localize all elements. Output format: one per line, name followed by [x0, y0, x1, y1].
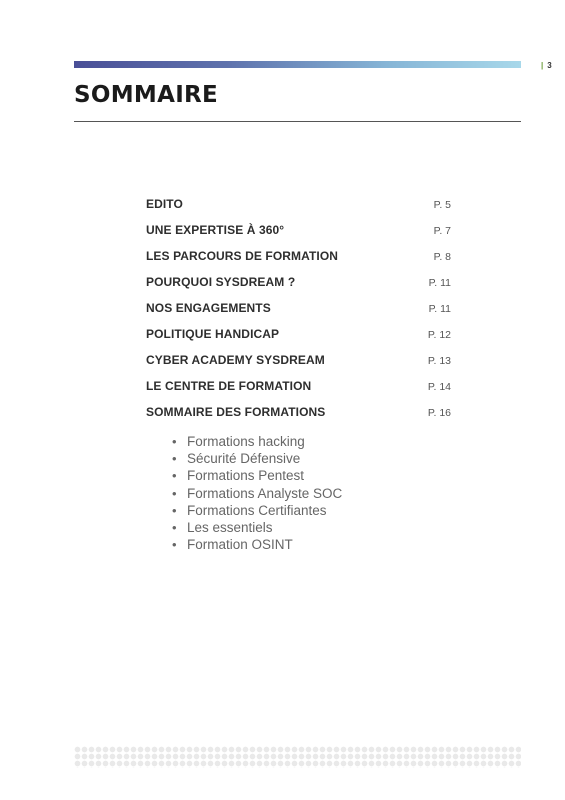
toc-entry-label: LES PARCOURS DE FORMATION	[146, 249, 339, 263]
list-item[interactable]	[172, 433, 342, 450]
toc-entry-label: NOS ENGAGEMENTS	[146, 301, 271, 315]
bullet-icon: •	[172, 520, 177, 536]
list-item-label: Formation OSINT	[187, 537, 293, 553]
title-divider	[74, 121, 521, 122]
list-item-label: Formations Certifiantes	[187, 502, 327, 518]
toc-entry-page: P. 14	[427, 381, 451, 393]
footer-dot-pattern	[74, 746, 521, 768]
bullet-icon: •	[172, 468, 177, 484]
list-item[interactable]	[172, 450, 342, 467]
list-item[interactable]	[172, 502, 342, 519]
toc-entry-engagements[interactable]	[146, 301, 451, 327]
list-item-label: Formations hacking	[187, 434, 305, 450]
page-number	[541, 61, 552, 70]
toc-entry-page: P. 13	[427, 355, 451, 367]
list-item[interactable]	[172, 467, 342, 484]
list-item[interactable]	[172, 485, 342, 502]
bullet-icon: •	[172, 434, 177, 450]
bullet-icon: •	[172, 502, 177, 518]
toc-entry-sommaire-formations[interactable]	[146, 405, 451, 431]
bullet-icon: •	[172, 451, 177, 467]
toc-entry-pourquoi[interactable]	[146, 275, 451, 301]
page-number-separator: |	[541, 61, 544, 70]
toc-entry-label: EDITO	[146, 197, 183, 211]
table-of-contents	[146, 197, 451, 431]
page-number-value: 3	[547, 61, 552, 70]
toc-entry-page: P. 11	[428, 277, 451, 289]
toc-entry-label: POURQUOI SYSDREAM ?	[146, 275, 296, 289]
toc-entry-page: P. 16	[427, 407, 451, 419]
toc-entry-handicap[interactable]	[146, 327, 451, 353]
toc-entry-parcours[interactable]	[146, 249, 451, 275]
list-item-label: Sécurité Défensive	[187, 451, 301, 467]
list-item-label: Formations Analyste SOC	[187, 485, 343, 501]
toc-entry-cyber-academy[interactable]	[146, 353, 451, 379]
toc-entry-edito[interactable]	[146, 197, 451, 223]
list-item-label: Les essentiels	[187, 520, 273, 536]
header-gradient-bar	[74, 61, 521, 68]
page-title: SOMMAIRE	[74, 82, 219, 108]
formations-list	[172, 433, 342, 553]
toc-entry-page: P. 8	[433, 251, 451, 263]
bullet-icon: •	[172, 537, 177, 553]
toc-entry-page: P. 7	[433, 225, 451, 237]
toc-entry-centre[interactable]	[146, 379, 451, 405]
list-item[interactable]	[172, 536, 342, 553]
toc-entry-page: P. 11	[428, 303, 451, 315]
list-item[interactable]	[172, 519, 342, 536]
toc-entry-label: POLITIQUE HANDICAP	[146, 327, 280, 341]
toc-entry-label: LE CENTRE DE FORMATION	[146, 379, 312, 393]
toc-entry-page: P. 5	[433, 199, 451, 211]
list-item-label: Formations Pentest	[187, 468, 305, 484]
toc-entry-label: UNE EXPERTISE À 360°	[146, 223, 285, 237]
toc-entry-page: P. 12	[427, 329, 451, 341]
toc-entry-label: SOMMAIRE DES FORMATIONS	[146, 405, 326, 419]
toc-entry-expertise[interactable]	[146, 223, 451, 249]
bullet-icon: •	[172, 485, 177, 501]
toc-entry-label: CYBER ACADEMY SYSDREAM	[146, 353, 325, 367]
